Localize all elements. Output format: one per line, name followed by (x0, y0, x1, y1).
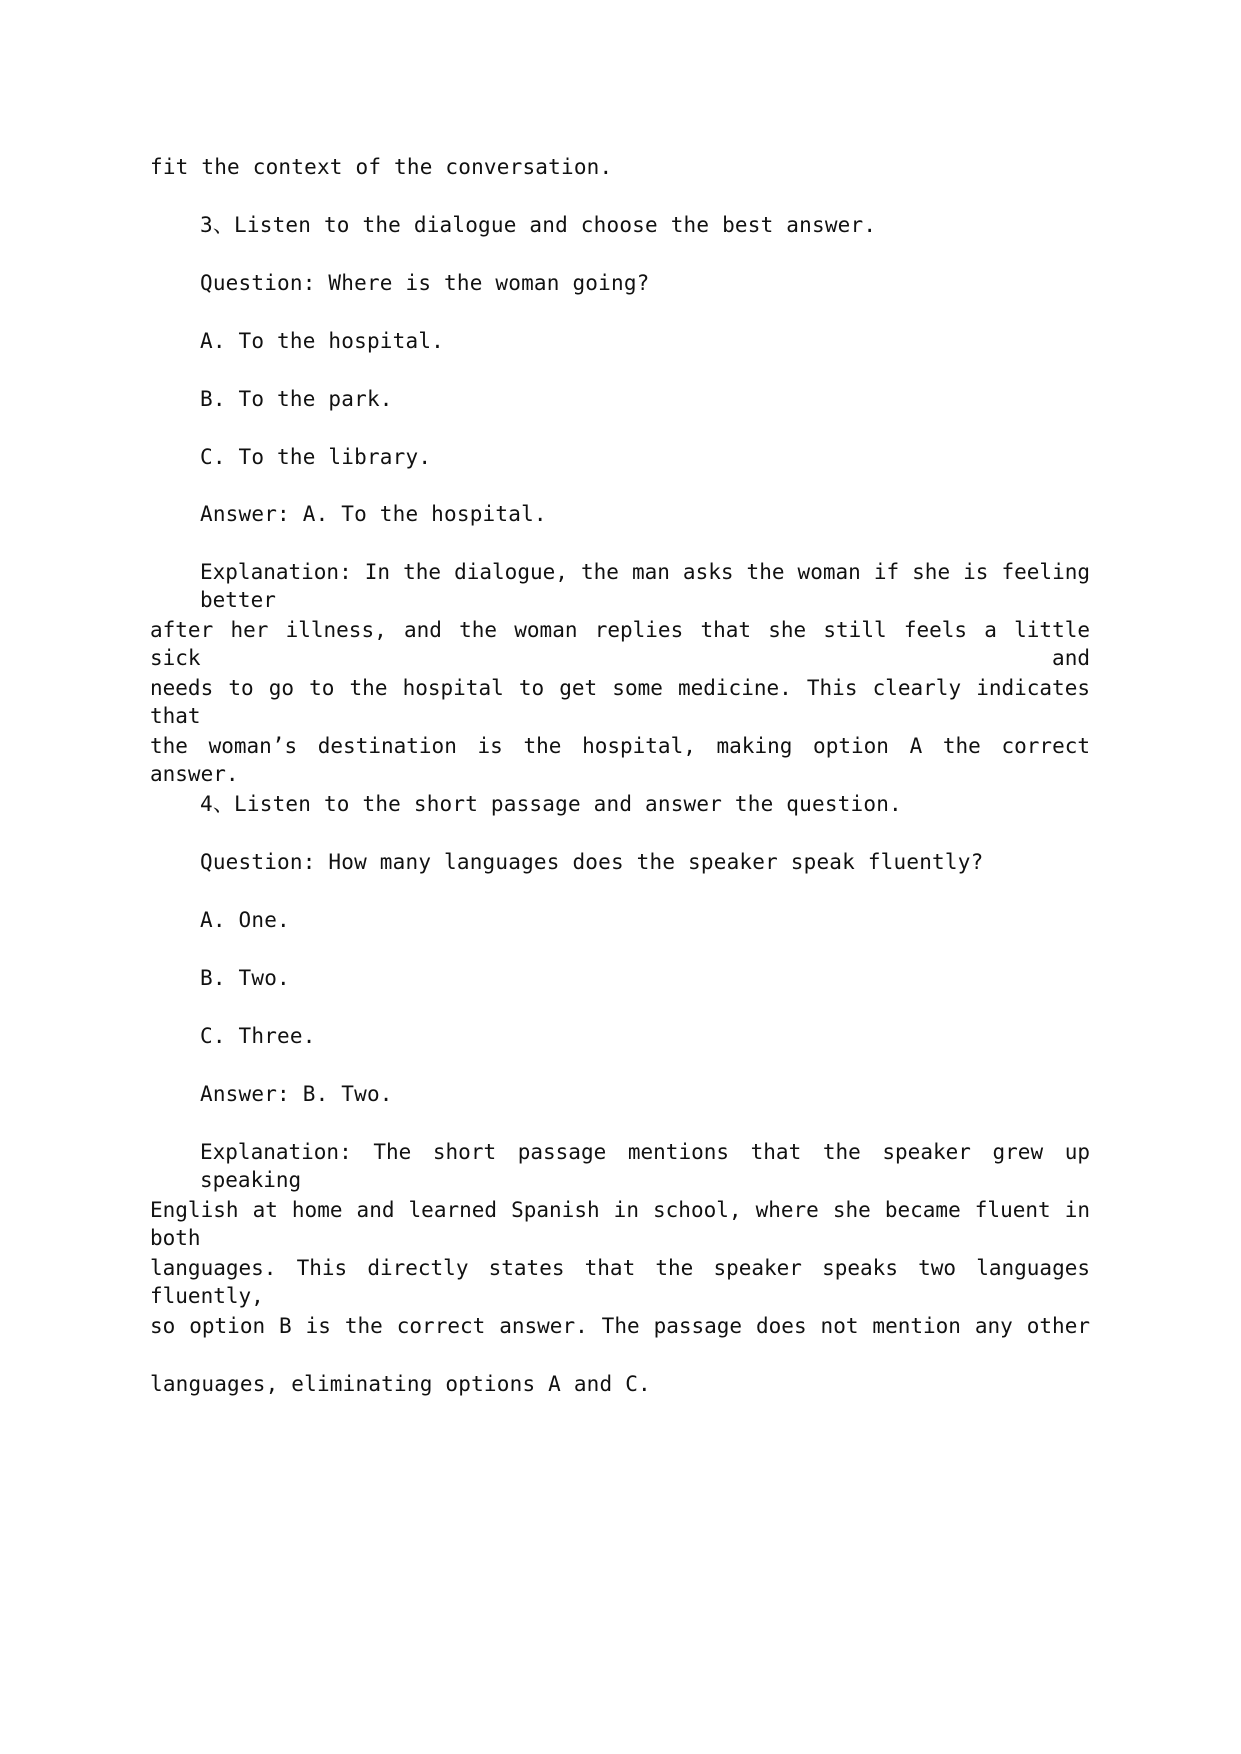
question-4-explanation-line: English at home and learned Spanish in school, where she became fluent in both (150, 1198, 1090, 1250)
question-4-option-b: B. Two. (200, 966, 290, 990)
question-4-heading: 4、Listen to the short passage and answer the question. (200, 792, 902, 816)
question-3-option-b: B. To the park. (200, 387, 393, 411)
question-4-answer: Answer: B. Two. (200, 1082, 393, 1106)
paragraph-continuation: fit the context of the conversation. (150, 155, 613, 179)
question-3-answer: Answer: A. To the hospital. (200, 502, 547, 526)
question-4-explanation-line: languages. This directly states that the speaker speaks two languages fluently, (150, 1256, 1090, 1308)
question-4-prompt: Question: How many languages does the speaker speak fluently? (200, 850, 984, 874)
question-4-explanation-line: so option B is the correct answer. The passage does not mention any other (150, 1314, 1090, 1338)
question-3-explanation-line: needs to go to the hospital to get some medicine. This clearly indicates that (150, 676, 1090, 728)
question-3-explanation-line: Explanation: In the dialogue, the man asks the woman if she is feeling better (200, 560, 1090, 612)
question-3-option-a: A. To the hospital. (200, 329, 445, 353)
question-4-option-a: A. One. (200, 908, 290, 932)
question-3-heading: 3、Listen to the dialogue and choose the best answer. (200, 213, 877, 237)
question-4-option-c: C. Three. (200, 1024, 316, 1048)
question-3-option-c: C. To the library. (200, 445, 432, 469)
question-4-explanation-line: languages, eliminating options A and C. (150, 1372, 651, 1396)
question-3-explanation-line: the woman’s destination is the hospital, making option A the correct answer. (150, 734, 1090, 786)
question-3-explanation-line: after her illness, and the woman replies that she still feels a little sick and (150, 618, 1090, 670)
question-3-prompt: Question: Where is the woman going? (200, 271, 650, 295)
question-4-explanation-line: Explanation: The short passage mentions that the speaker grew up speaking (200, 1140, 1090, 1192)
